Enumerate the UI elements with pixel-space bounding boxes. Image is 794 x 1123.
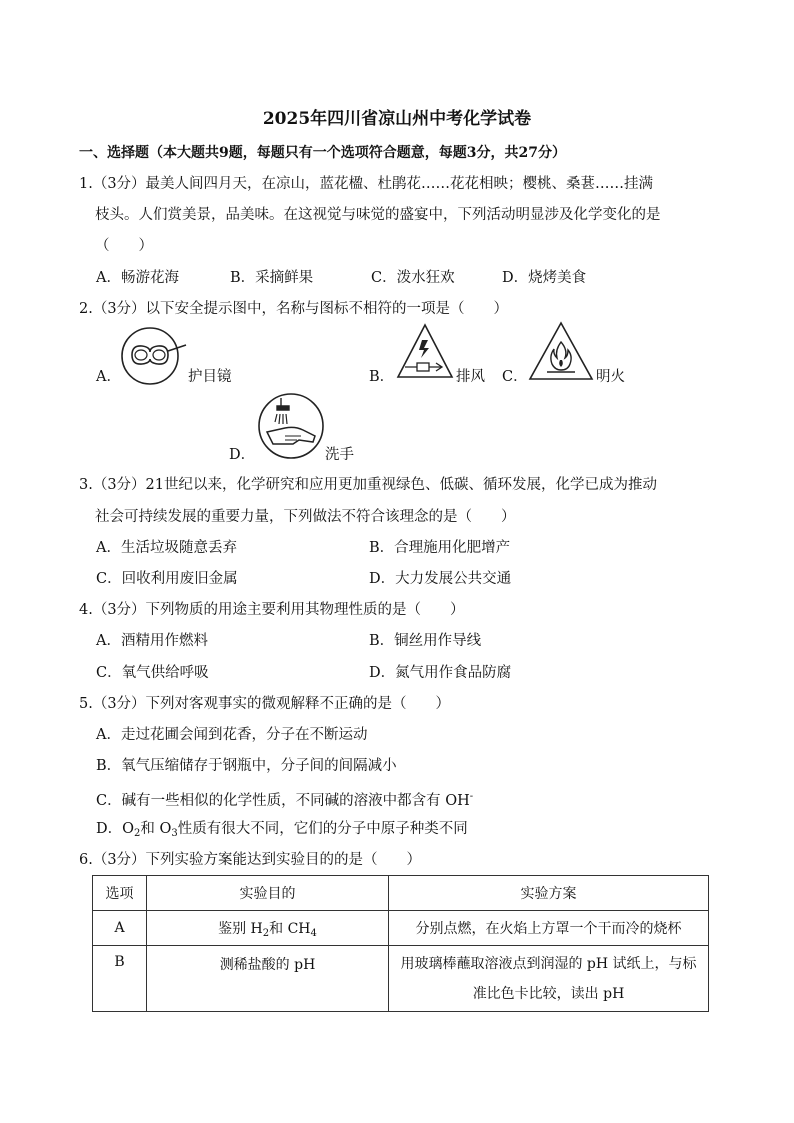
q1-line-2: 枝头。人们赏美景，品美味。在这视觉与味觉的盛宴中，下列活动明显涉及化学变化的是 bbox=[95, 207, 661, 223]
table-header-row bbox=[93, 876, 709, 911]
purpose-subscript-2: 4 bbox=[310, 927, 317, 939]
table-header-option: 选项 bbox=[93, 876, 147, 911]
q5-option-b[interactable]: B．氧气压缩储存于钢瓶中，分子间的间隔减小 bbox=[96, 758, 397, 774]
q2-option-a-label: 护目镜 bbox=[188, 369, 232, 385]
open-flame-icon bbox=[527, 320, 595, 382]
q5-option-d[interactable] bbox=[96, 819, 468, 844]
table-cell-plan bbox=[389, 946, 709, 1012]
table-cell-purpose bbox=[147, 911, 389, 946]
table-cell-option: B bbox=[93, 946, 147, 1012]
q1-option-d[interactable]: D．烧烤美食 bbox=[502, 270, 587, 286]
q3-option-b[interactable]: B．合理施用化肥增产 bbox=[369, 540, 511, 556]
q5-option-d-subscript-2: 3 bbox=[171, 828, 178, 839]
q1-option-b[interactable]: B．采摘鲜果 bbox=[230, 270, 314, 286]
q5-option-d-mid: 和 O bbox=[140, 821, 172, 837]
q3-option-a[interactable]: A．生活垃圾随意丢弃 bbox=[96, 540, 237, 556]
section-heading: 一、选择题（本大题共9题，每题只有一个选项符合题意，每题3分，共27分） bbox=[79, 145, 566, 161]
q2-option-b-letter[interactable]: B． bbox=[369, 369, 395, 385]
exam-title: 2025年四川省凉山州中考化学试卷 bbox=[262, 109, 532, 129]
q2-stem: 2.（3分）以下安全提示图中，名称与图标不相符的一项是（ ） bbox=[79, 301, 509, 317]
q5-option-d-subscript-1: 2 bbox=[134, 828, 141, 839]
purpose-mid: 和 CH bbox=[269, 920, 311, 937]
q3-line-2: 社会可持续发展的重要力量，下列做法不符合该理念的是（ ） bbox=[95, 509, 516, 525]
q3-line-1: 3.（3分）21世纪以来，化学研究和应用更加重视绿色、低碳、循环发展，化学已成为推动 bbox=[79, 477, 658, 493]
q5-option-d-suffix: 性质有很大不同，它们的分子中原子种类不同 bbox=[177, 821, 468, 837]
goggles-icon bbox=[120, 325, 188, 387]
plan-line-1: 用玻璃棒蘸取溶液点到润湿的 pH 试纸上，与标 bbox=[400, 955, 697, 972]
q2-option-d-letter[interactable]: D． bbox=[229, 447, 256, 463]
table-header-plan: 实验方案 bbox=[389, 876, 709, 911]
q1-line-1: 1.（3分）最美人间四月天，在凉山，蓝花楹、杜鹃花……花花相映；樱桃、桑葚……挂满 bbox=[79, 176, 654, 192]
q6-stem: 6.（3分）下列实验方案能达到实验目的的是（ ） bbox=[79, 852, 422, 868]
table-cell-option: A bbox=[93, 911, 147, 946]
q2-option-c-letter[interactable]: C． bbox=[502, 369, 528, 385]
q3-option-d[interactable]: D．大力发展公共交通 bbox=[369, 571, 512, 587]
q5-option-d-prefix: D．O bbox=[96, 821, 135, 837]
table-row bbox=[93, 911, 709, 946]
q3-option-c[interactable]: C．回收利用废旧金属 bbox=[96, 571, 238, 587]
q5-option-c-text: C．碱有一些相似的化学性质，不同碱的溶液中都含有 OH bbox=[96, 793, 470, 809]
q2-option-b-label: 排风 bbox=[456, 369, 485, 385]
q4-option-d[interactable]: D．氮气用作食品防腐 bbox=[369, 665, 512, 681]
experiment-table bbox=[92, 875, 709, 1012]
table-row bbox=[93, 946, 709, 1012]
q1-line-3: （ ） bbox=[95, 238, 153, 254]
q4-stem: 4.（3分）下列物质的用途主要利用其物理性质的是（ ） bbox=[79, 602, 465, 618]
q2-option-c-label: 明火 bbox=[596, 369, 625, 385]
q2-option-a-letter[interactable]: A． bbox=[96, 369, 121, 385]
q4-option-b[interactable]: B．铜丝用作导线 bbox=[369, 633, 482, 649]
plan-line-2: 准比色卡比较，读出 pH bbox=[472, 985, 625, 1002]
q1-option-c[interactable]: C．泼水狂欢 bbox=[371, 270, 455, 286]
hand-washing-icon bbox=[255, 392, 327, 460]
q2-option-d-label: 洗手 bbox=[325, 447, 354, 463]
q4-option-c[interactable]: C．氧气供给呼吸 bbox=[96, 665, 209, 681]
q5-option-c[interactable] bbox=[96, 787, 473, 811]
q5-stem: 5.（3分）下列对客观事实的微观解释不正确的是（ ） bbox=[79, 696, 451, 712]
ventilation-warning-icon bbox=[395, 322, 455, 380]
table-header-purpose: 实验目的 bbox=[147, 876, 389, 911]
q5-option-a[interactable]: A．走过花圃会闻到花香，分子在不断运动 bbox=[96, 727, 368, 743]
purpose-prefix: 鉴别 H bbox=[218, 920, 263, 937]
q5-option-c-superscript: - bbox=[469, 791, 474, 802]
table-cell-plan: 分别点燃，在火焰上方罩一个干而冷的烧杯 bbox=[389, 911, 709, 946]
q1-option-a[interactable]: A．畅游花海 bbox=[96, 270, 179, 286]
q4-option-a[interactable]: A．酒精用作燃料 bbox=[96, 633, 208, 649]
table-cell-purpose: 测稀盐酸的 pH bbox=[147, 946, 389, 1012]
purpose-subscript-1: 2 bbox=[262, 927, 270, 939]
